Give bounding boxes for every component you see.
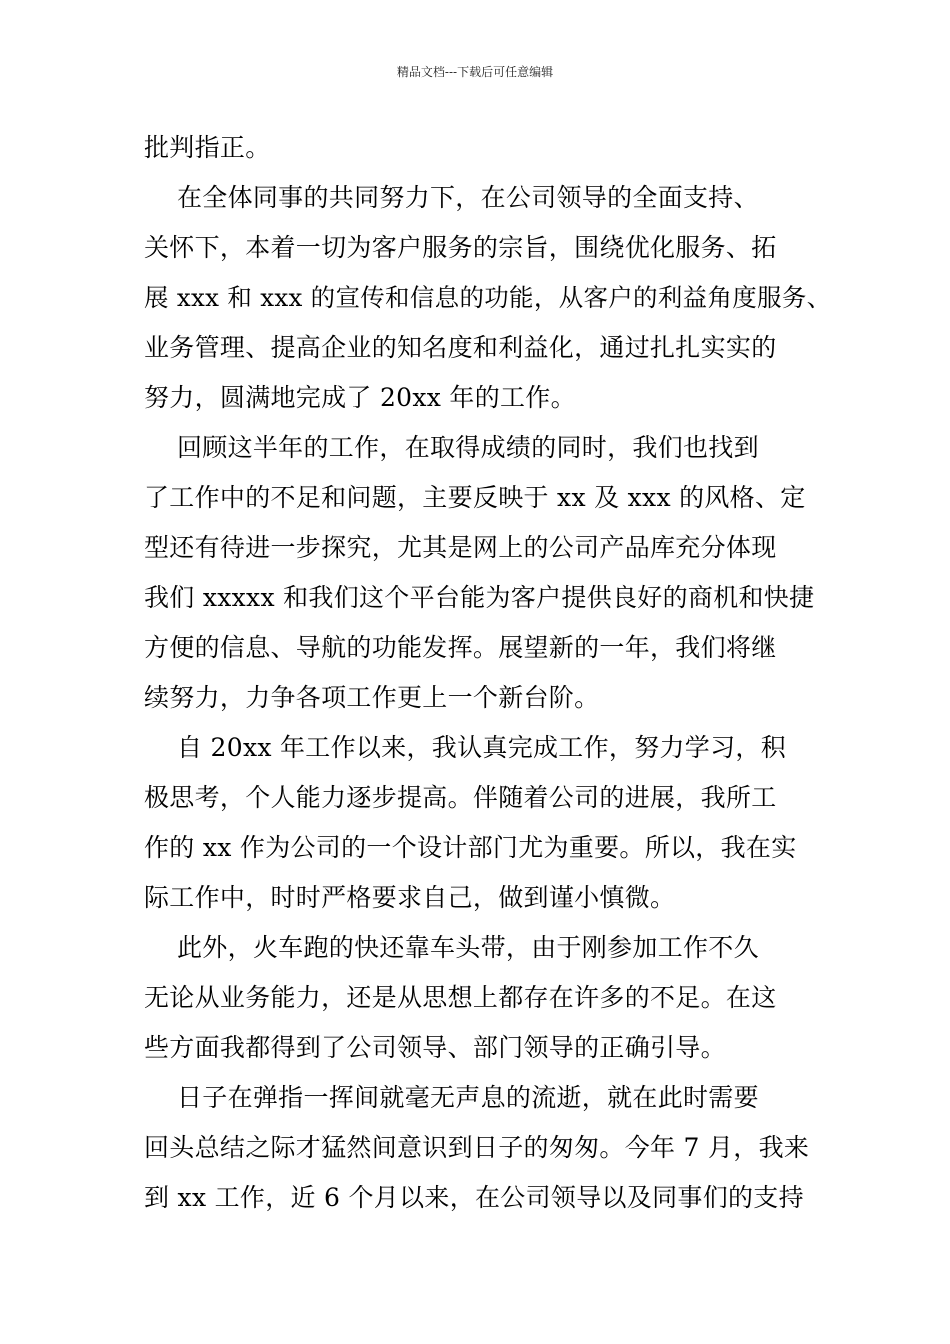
text-line: 无论从业务能力，还是从思想上都存在许多的不足。在这 <box>144 983 777 1012</box>
text-line: 作的 xx 作为公司的一个设计部门尤为重要。所以，我在实 <box>144 833 797 862</box>
text-line: 展 xxx 和 xxx 的宣传和信息的功能，从客户的利益角度服务、 <box>144 283 832 312</box>
text-line: 批判指正。 <box>144 133 271 162</box>
text-line: 自 20xx 年工作以来，我认真完成工作，努力学习，积 <box>144 733 786 762</box>
text-line: 关怀下，本着一切为客户服务的宗旨，围绕优化服务、拓 <box>144 233 777 262</box>
text-line: 际工作中，时时严格要求自己，做到谨小慎微。 <box>144 883 676 912</box>
text-line: 在全体同事的共同努力下，在公司领导的全面支持、 <box>144 183 759 212</box>
page-header: 精品文档---下载后可任意编辑 <box>396 65 554 79</box>
text-line: 些方面我都得到了公司领导、部门领导的正确引导。 <box>144 1033 726 1062</box>
text-line: 续努力，力争各项工作更上一个新台阶。 <box>144 683 600 712</box>
text-line: 回顾这半年的工作，在取得成绩的同时，我们也找到 <box>144 433 759 462</box>
text-line: 极思考，个人能力逐步提高。伴随着公司的进展，我所工 <box>144 783 777 812</box>
text-line: 此外，火车跑的快还靠车头带，由于刚参加工作不久 <box>144 933 759 962</box>
text-line: 型还有待进一步探究，尤其是网上的公司产品库充分体现 <box>144 533 777 562</box>
text-line: 方便的信息、导航的功能发挥。展望新的一年，我们将继 <box>144 633 777 662</box>
text-line: 到 xx 工作，近 6 个月以来，在公司领导以及同事们的支持 <box>144 1183 804 1212</box>
text-line: 业务管理、提高企业的知名度和利益化，通过扎扎实实的 <box>144 333 777 362</box>
text-line: 了工作中的不足和问题，主要反映于 xx 及 xxx 的风格、定 <box>144 483 806 512</box>
text-line: 回头总结之际才猛然间意识到日子的匆匆。今年 7 月，我来 <box>144 1133 810 1162</box>
text-line: 努力，圆满地完成了 20xx 年的工作。 <box>144 383 576 412</box>
document-body <box>144 128 834 1228</box>
text-line: 日子在弹指一挥间就毫无声息的流逝，就在此时需要 <box>144 1083 759 1112</box>
text-line: 我们 xxxxx 和我们这个平台能为客户提供良好的商机和快捷 <box>144 583 815 612</box>
